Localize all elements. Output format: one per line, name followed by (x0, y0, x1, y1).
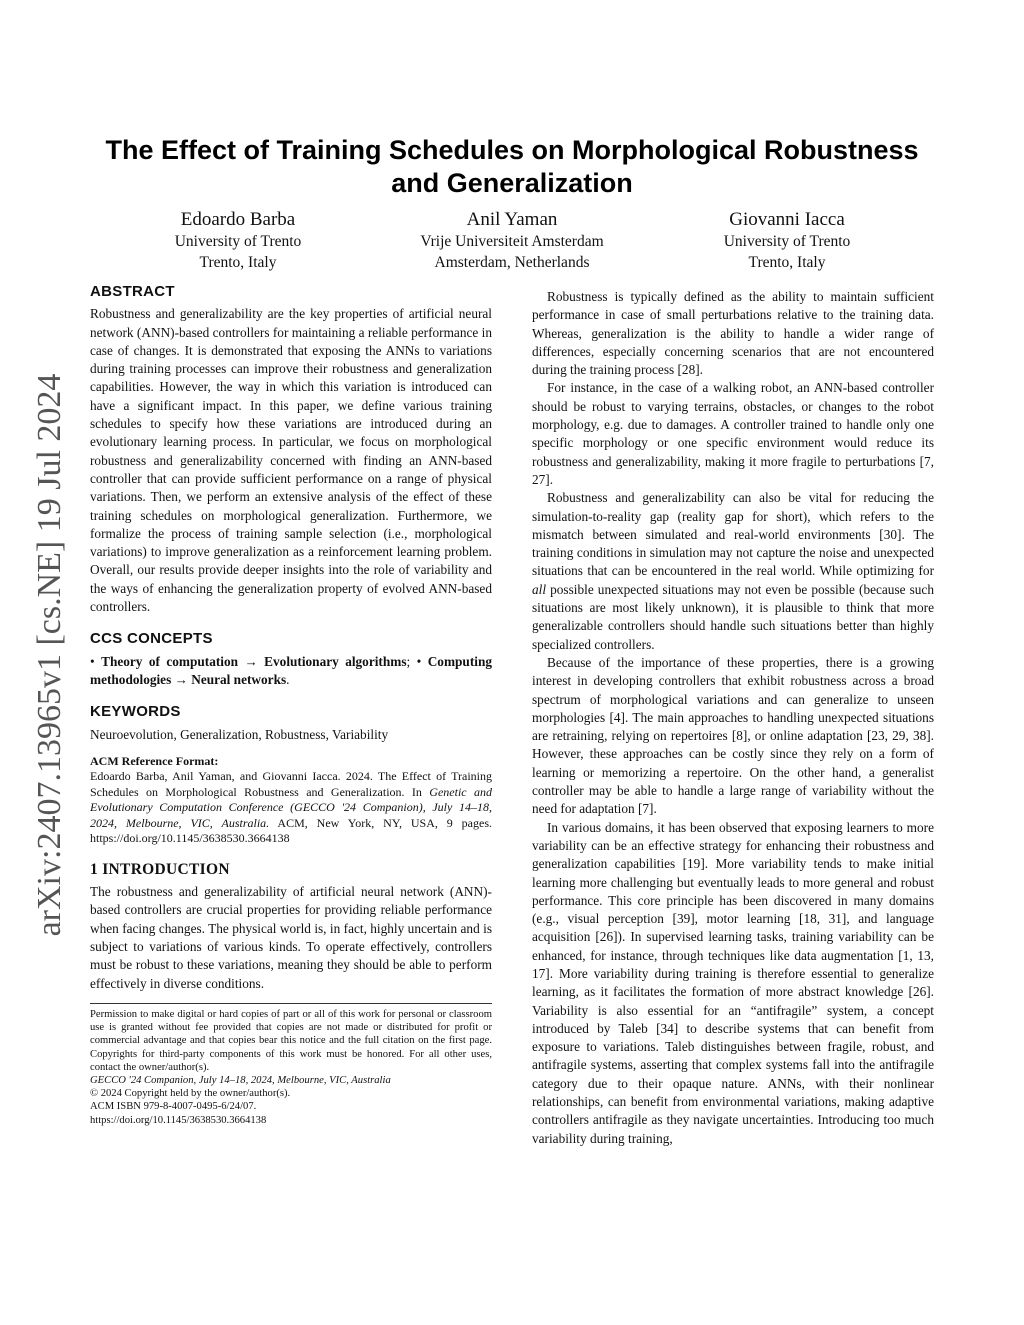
body-paragraph: Robustness is typically defined as the ability to maintain sufficient performance in case of small perturbations relative to the training data. Whereas, generalization is the ability to handle a wider range of differences, especially concerning scenarios that are not encountered during the training process [28]. (532, 289, 934, 378)
footnote-copyright: © 2024 Copyright held by the owner/author(s). (90, 1088, 291, 1100)
body-paragraph: Because of the importance of these properties, there is a growing interest in developing controllers that exhibit robustness across a broad spectrum of morphological variations and can generalize to unseen morphologies [4]. The main approaches to handling unexpected situations are retraining, relying on repertoires [8], or online adaptation [23, 29, 38]. However, these approaches can be costly since they rely on a form of learning or memorizing a repertoire. On the other hand, a generalist controller may be able to handle a large range of variability without the need for adaptation [7]. (532, 654, 934, 817)
body-paragraph: For instance, in the case of a walking robot, an ANN-based controller should be robust to varying terrains, obstacles, or changes to the robot morphology, e.g. due to damages. A controller trained to handle only one specific morphology or one specific environment would reduce its robustness and generalizability, making it more fragile to perturbations [7, 27]. (532, 380, 934, 487)
body-paragraph: In various domains, it has been observed that exposing learners to more variability can be an effective strategy for enhancing their robustness and generalization capabilities [19]. More variability tends to make initial learning more challenging but eventually leads to more general and robust performance. This core principle has been discovered in many domains (e.g., visual perception [39], motor learning [18, 31], and language acquisition [26]). In supervised learning tasks, training variability can be enhanced, for instance, through techniques like data augmentation [1, 13, 17]. More variability during training is therefore essential to generalize learning, as it facilitates the formation of more abstract knowledge [26]. Variability is also essential for an “antifragile” system, a concept introduced by Taleb [34] to describe systems that can benefit from exposure to variations. Taleb distinguishes between fragile, robust, and antifragile systems, asserting that complex systems fall into the antifragile category due to their opaque nature. ANNs, with their nonlinear relationships, can benefit from environmental variations, making adaptive controllers antifragile as they navigate uncertainties. Introducing too much variability during training, (532, 819, 934, 1146)
author-location: Trento, Italy (748, 253, 826, 271)
acm-reference-heading: ACM Reference Format: (90, 753, 219, 768)
acm-reference-venue: Genetic and Evolutionary Computation Conference (GECCO '24 Companion), July 14–18, 2024, Melbourne, VIC, Australia. (90, 784, 492, 830)
right-column (532, 288, 934, 1148)
ccs-item: Theory of computation (101, 653, 239, 669)
acm-reference (90, 754, 492, 847)
acm-reference-text: Edoardo Barba, Anil Yaman, and Giovanni Iacca. 2024. The Effect of Training Schedules on Morphological Robustness and Generalization. In (90, 769, 492, 799)
ccs-heading: CCS CONCEPTS (90, 630, 213, 648)
footnote-isbn: ACM ISBN 979-8-4007-0495-6/24/07. (90, 1101, 257, 1113)
ccs-subitem: Neural networks (191, 671, 287, 687)
arxiv-watermark (20, 365, 80, 945)
author-location: Trento, Italy (199, 253, 277, 271)
author-affiliation: University of Trento (723, 233, 851, 250)
left-column (90, 283, 492, 1127)
ccs-item: Computing methodologies (90, 653, 492, 687)
author-name: Anil Yaman (466, 209, 558, 230)
arxiv-id: arXiv:2407.13965v1 [cs.NE] 19 Jul 2024 (31, 373, 68, 937)
author-block (657, 208, 917, 273)
footnote (90, 1008, 492, 1127)
footnote-rule (90, 1003, 492, 1004)
abstract-text: Robustness and generalizability are the key properties of artificial neural network (ANN)-based controllers for maintaining a reliable performance in case of changes. It is demonstrated that exposing the ANNs to variations during training processes can improve their robustness and generalization capabilities. However, the way in which this variation is introduced can have a significant impact. In this paper, we define various training schedules to specify how these variations are introduced during an evolutionary learning process. In particular, we focus on morphological robustness and generalizability concerned with finding an ANN-based controller that can provide sufficient performance on a range of physical variations. Then, we perform an extensive analysis of the effect of these training schedules on morphological generalization. Furthermore, we formalize the process of training sample selection (i.e., morphological variations) to improve generalization as a reinforcement learning problem. Overall, our results provide deeper insights into the role of variability and the ways of enhancing the generalization property of evolved ANN-based controllers. (90, 306, 492, 615)
author-name: Giovanni Iacca (729, 209, 845, 230)
keywords-heading: KEYWORDS (90, 703, 181, 721)
author-affiliation: Vrije Universiteit Amsterdam (420, 233, 604, 250)
acm-reference-doi: ACM, New York, NY, USA, 9 pages. https://doi.org/10.1145/3638530.3664138 (90, 815, 493, 846)
ccs-subitem: Evolutionary algorithms (264, 653, 407, 669)
permission-notice: Permission to make digital or hard copies of part or all of this work for personal or classroom use is granted without fee provided that copies are not made or distributed for profit or commercial advantage and that copies bear this notice and the full citation on the first page. Copyrights for third-party components of this work must be honored. For all other uses, contact the owner/author(s). (90, 1008, 492, 1073)
author-name: Edoardo Barba (180, 209, 296, 230)
footnote-doi: https://doi.org/10.1145/3638530.3664138 (90, 1114, 267, 1126)
author-affiliation: University of Trento (174, 233, 302, 250)
author-block (382, 208, 642, 273)
paper-title: The Effect of Training Schedules on Morphological Robustness and Generalization (105, 135, 919, 198)
keywords-text: Neuroevolution, Generalization, Robustness, Variability (90, 726, 389, 742)
body-paragraph: Robustness and generalizability can also be vital for reducing the simulation-to-reality gap (reality gap for short), which refers to the mismatch between simulated and real-world environments [30]. The training conditions in simulation may not capture the noise and unexpected situations that can be encountered in the real world. While optimizing for all possible unexpected situations may not even be possible (because such situations are most likely unknown), it is plausible to think that more generalizable controllers should handle such situations better than highly specialized controllers. (532, 490, 934, 652)
intro-paragraph: The robustness and generalizability of artificial neural network (ANN)-based controllers are crucial properties for providing reliable performance when facing changes. The physical world is, in fact, highly uncertain and is subject to variations of various kinds. To operate effectively, controllers must be robust to these variations, meaning they should be able to perform effectively in diverse conditions. (90, 884, 492, 991)
abstract-heading: ABSTRACT (90, 283, 175, 300)
footnote-venue: GECCO '24 Companion, July 14–18, 2024, Melbourne, VIC, Australia (90, 1074, 391, 1086)
author-location: Amsterdam, Netherlands (434, 253, 590, 271)
ccs-concepts: • Theory of computation → Evolutionary algorithms; • Computing methodologies → Neural networks. (90, 653, 492, 687)
author-block (108, 208, 368, 273)
emphasis-all: all (532, 581, 547, 597)
intro-heading: 1 INTRODUCTION (90, 860, 230, 878)
